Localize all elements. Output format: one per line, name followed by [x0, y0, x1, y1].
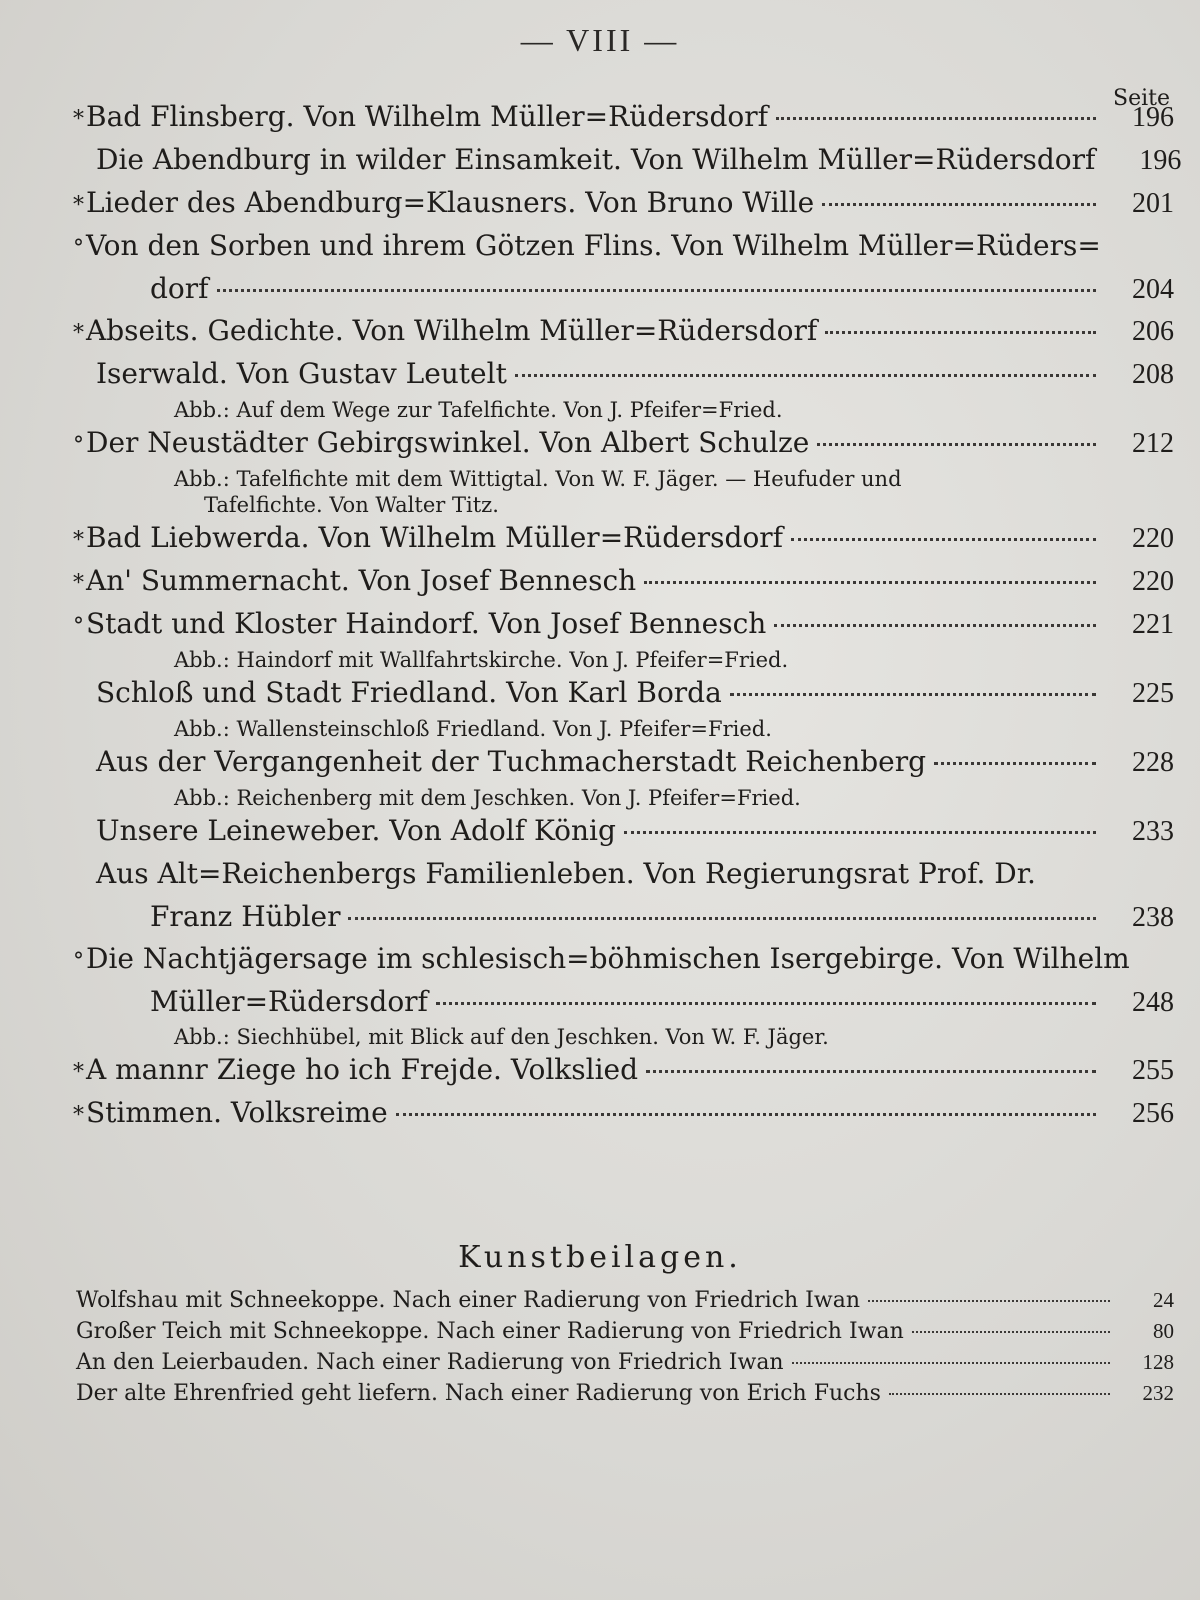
- entry-title: Von den Sorben und ihrem Götzen Flins. Von Wilhelm Müller=Rüders=: [86, 229, 1101, 262]
- toc-entry: [64, 100, 1174, 143]
- toc-entry: [64, 229, 1174, 272]
- illustration-note: Abb.: Siechhübel, mit Blick auf den Jeschken. Von W. F. Jäger.: [174, 1025, 829, 1049]
- dot-leader: [515, 374, 1096, 377]
- art-entry: [74, 1381, 1174, 1412]
- dot-leader: [792, 1362, 1110, 1364]
- dot-leader: [868, 1300, 1110, 1302]
- entry-page-number: 204: [1132, 274, 1174, 305]
- toc-entry: [64, 900, 1174, 942]
- entry-page-number: 220: [1132, 523, 1174, 554]
- entry-mark: *: [73, 1103, 84, 1128]
- toc-entry: [64, 564, 1174, 607]
- entry-mark: °: [73, 949, 84, 974]
- entry-title: Aus der Vergangenheit der Tuchmacherstadt Reichenberg: [96, 745, 927, 778]
- entry-title: A mannr Ziege ho ich Frejde. Volkslied: [86, 1053, 639, 1086]
- illustration-note: Abb.: Reichenberg mit dem Jeschken. Von J. Pfeifer=Fried.: [174, 786, 801, 810]
- entry-page-number: 206: [1132, 316, 1174, 347]
- toc-entry: [64, 942, 1174, 985]
- entry-mark: *: [73, 1060, 84, 1085]
- toc-entry: [64, 857, 1174, 900]
- entry-title: Stadt und Kloster Haindorf. Von Josef Bennesch: [86, 607, 767, 640]
- toc-entry: [64, 143, 1182, 186]
- dot-leader: [436, 1002, 1096, 1005]
- entry-mark: °: [73, 236, 84, 261]
- dot-leader: [217, 289, 1096, 292]
- entry-mark: *: [73, 193, 84, 218]
- art-entry: [74, 1319, 1174, 1350]
- art-page-number: 80: [1153, 1319, 1174, 1343]
- entry-page-number: 256: [1132, 1098, 1174, 1129]
- art-title: An den Leierbauden. Nach einer Radierung von Friedrich Iwan: [76, 1350, 784, 1375]
- entry-page-number: 225: [1132, 678, 1174, 709]
- toc-entry: [64, 1053, 1174, 1096]
- illustration-note: Abb.: Haindorf mit Wallfahrtskirche. Von J. Pfeifer=Fried.: [174, 648, 789, 672]
- entry-mark: *: [73, 571, 84, 596]
- dot-leader: [730, 693, 1096, 696]
- table-of-contents: [64, 100, 1182, 1139]
- entry-page-number: 221: [1132, 609, 1174, 640]
- dot-leader: [644, 581, 1096, 584]
- entry-page-number: 248: [1132, 987, 1174, 1018]
- entry-title: Stimmen. Volksreime: [86, 1096, 388, 1129]
- art-entry: [74, 1288, 1174, 1319]
- dot-leader: [912, 1331, 1110, 1333]
- entry-title: Schloß und Stadt Friedland. Von Karl Borda: [96, 676, 722, 709]
- entry-title: Unsere Leineweber. Von Adolf König: [96, 814, 616, 847]
- entry-page-number: 196: [1139, 145, 1182, 176]
- art-supplements-heading: Kunstbeilagen.: [458, 1240, 742, 1275]
- seite-label: Seite: [1113, 86, 1170, 111]
- entry-title: Der Neustädter Gebirgswinkel. Von Albert Schulze: [86, 426, 810, 459]
- toc-entry: [64, 1096, 1174, 1139]
- dot-leader: [396, 1113, 1096, 1116]
- dot-leader: [646, 1070, 1096, 1073]
- dot-leader: [776, 117, 1096, 120]
- art-supplements-list: [74, 1288, 1174, 1412]
- art-page-number: 128: [1142, 1350, 1174, 1374]
- entry-title: Aus Alt=Reichenbergs Familienleben. Von Regierungsrat Prof. Dr.: [96, 857, 1036, 890]
- entry-title: dorf: [150, 272, 209, 305]
- entry-title: Iserwald. Von Gustav Leutelt: [96, 357, 507, 390]
- entry-mark: *: [73, 321, 84, 346]
- dot-leader: [889, 1393, 1110, 1395]
- entry-mark: °: [73, 433, 84, 458]
- toc-entry: [64, 814, 1174, 857]
- entry-page-number: 238: [1132, 902, 1174, 933]
- entry-page-number: 233: [1132, 816, 1174, 847]
- art-page-number: 24: [1153, 1288, 1174, 1312]
- entry-page-number: 208: [1132, 359, 1174, 390]
- entry-page-number: 220: [1132, 566, 1174, 597]
- entry-mark: *: [73, 107, 84, 132]
- toc-entry: [64, 272, 1174, 314]
- dot-leader: [934, 762, 1096, 765]
- dot-leader: [825, 331, 1096, 334]
- toc-entry: [64, 186, 1174, 229]
- entry-mark: °: [73, 614, 84, 639]
- entry-title: Abseits. Gedichte. Von Wilhelm Müller=Rüdersdorf: [86, 314, 818, 347]
- entry-title: An' Summernacht. Von Josef Bennesch: [86, 564, 637, 597]
- illustration-note: Abb.: Wallensteinschloß Friedland. Von J. Pfeifer=Fried.: [174, 717, 772, 741]
- entry-page-number: 255: [1132, 1055, 1174, 1086]
- entry-title: Die Nachtjägersage im schlesisch=böhmischen Isergebirge. Von Wilhelm: [86, 942, 1130, 975]
- art-entry: [74, 1350, 1174, 1381]
- art-title: Großer Teich mit Schneekoppe. Nach einer Radierung von Friedrich Iwan: [76, 1319, 904, 1344]
- art-title: Der alte Ehrenfried geht liefern. Nach einer Radierung von Erich Fuchs: [76, 1381, 881, 1406]
- entry-page-number: 228: [1132, 747, 1174, 778]
- entry-mark: *: [73, 528, 84, 553]
- entry-title: Bad Flinsberg. Von Wilhelm Müller=Rüdersdorf: [86, 100, 769, 133]
- entry-title: Franz Hübler: [150, 900, 341, 933]
- entry-page-number: 196: [1132, 102, 1174, 133]
- illustration-note: Tafelfichte. Von Walter Titz.: [204, 493, 499, 517]
- entry-title: Bad Liebwerda. Von Wilhelm Müller=Rüdersdorf: [86, 521, 784, 554]
- dot-leader: [817, 443, 1096, 446]
- entry-page-number: 212: [1132, 428, 1174, 459]
- dot-leader: [348, 917, 1096, 920]
- dot-leader: [791, 538, 1096, 541]
- entry-title: Lieder des Abendburg=Klausners. Von Bruno Wille: [86, 186, 815, 219]
- art-title: Wolfshau mit Schneekoppe. Nach einer Radierung von Friedrich Iwan: [76, 1288, 860, 1313]
- art-page-number: 232: [1142, 1381, 1174, 1405]
- page-number: — VIII —: [520, 22, 680, 58]
- illustration-note: Abb.: Tafelfichte mit dem Wittigtal. Von W. F. Jäger. — Heufuder und: [174, 467, 902, 491]
- entry-page-number: 201: [1132, 188, 1174, 219]
- toc-entry: [64, 521, 1174, 564]
- dot-leader: [774, 624, 1096, 627]
- dot-leader: [822, 203, 1096, 206]
- dot-leader: [624, 831, 1096, 834]
- entry-title: Müller=Rüdersdorf: [150, 985, 428, 1018]
- illustration-note: Abb.: Auf dem Wege zur Tafelfichte. Von J. Pfeifer=Fried.: [174, 398, 783, 422]
- entry-title: Die Abendburg in wilder Einsamkeit. Von Wilhelm Müller=Rüdersdorf: [96, 143, 1096, 176]
- toc-entry: [64, 314, 1174, 357]
